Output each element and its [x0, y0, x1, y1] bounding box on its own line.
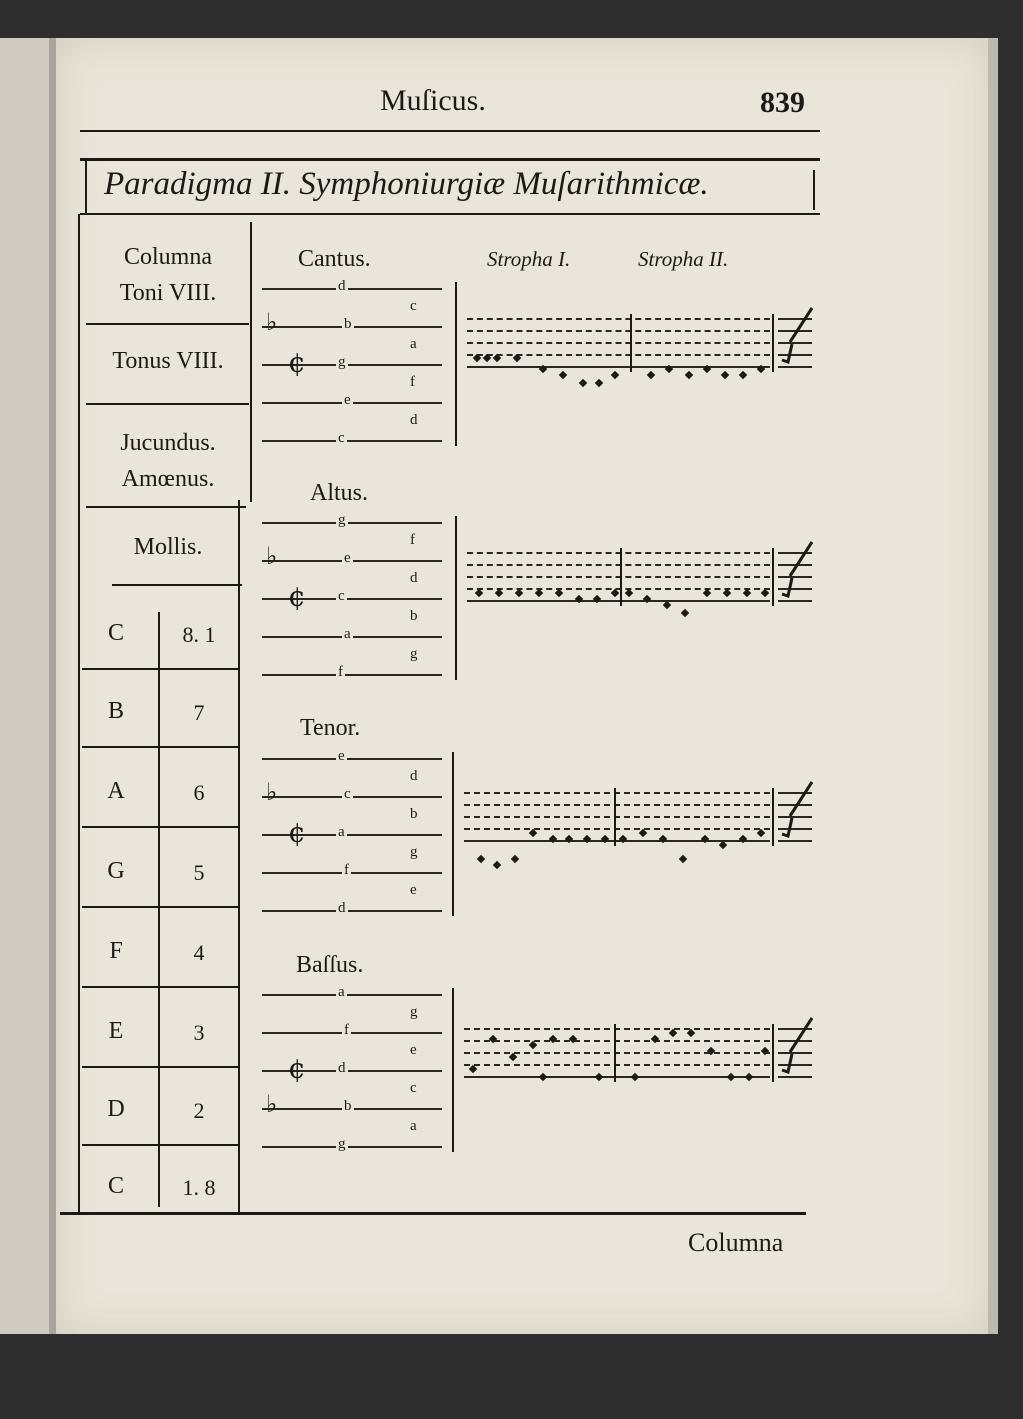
voice-staff-line — [262, 288, 442, 290]
catchword: Columna — [688, 1228, 784, 1257]
final-staff-line — [778, 366, 812, 368]
final-cadence-icon — [780, 778, 814, 838]
stropha-staff-line — [467, 564, 770, 566]
stropha-staff-line — [467, 318, 770, 320]
staff-pitch-letter: d — [338, 278, 346, 294]
staff-pitch-letter: b — [344, 1098, 352, 1114]
final-staff-line — [778, 600, 812, 602]
voice-name-tenor: Tenor. — [300, 715, 361, 741]
final-barline — [772, 788, 774, 846]
title-bottom-rule — [80, 213, 820, 215]
final-staff-line — [778, 840, 812, 842]
staff-pitch-letter: a — [344, 626, 351, 642]
staff-space-letter: d — [410, 570, 418, 586]
voice-staff-line — [262, 758, 442, 760]
table-top-rule — [80, 158, 820, 161]
final-cadence-icon — [780, 1014, 814, 1074]
stropha-staff-line — [464, 828, 770, 830]
voice-staff-line — [262, 872, 442, 874]
staff-bracket — [452, 988, 454, 1152]
voice-name-bassus: Baſſus. — [296, 952, 364, 978]
final-cadence-icon — [780, 304, 814, 364]
flat-sign-icon: ♭ — [266, 308, 278, 336]
staff-space-letter: a — [410, 1118, 417, 1134]
staff-space-letter: a — [410, 336, 417, 352]
scale-note-letter: G — [107, 858, 125, 884]
staff-pitch-letter: d — [338, 900, 346, 916]
scale-degree-number: 5 — [193, 860, 205, 885]
staff-space-letter: g — [410, 844, 418, 860]
stropha-staff-line — [467, 552, 770, 554]
book-page — [56, 38, 990, 1334]
voices-column-divider — [238, 500, 240, 1212]
staff-bracket — [452, 752, 454, 916]
column-heading-line2: Toni VIII. — [119, 280, 217, 306]
table-title: Paradigma II. Symphoniurgiæ Muſarithmicæ. — [104, 166, 709, 202]
staff-bracket — [455, 282, 457, 446]
tonus-label: Tonus VIII. — [112, 348, 224, 374]
flat-sign-icon: ♭ — [266, 1090, 278, 1118]
scale-note-letter: E — [108, 1018, 124, 1044]
staff-pitch-letter: f — [338, 664, 343, 680]
stropha-staff-line — [464, 1028, 770, 1030]
voice-name-cantus: Cantus. — [298, 246, 371, 272]
staff-pitch-letter: a — [338, 984, 345, 1000]
voice-name-altus: Altus. — [310, 480, 369, 506]
left-divider-3 — [86, 506, 246, 508]
scale-row-divider — [82, 906, 238, 908]
flat-sign-icon: ♭ — [266, 542, 278, 570]
stropha-staff-line — [464, 1064, 770, 1066]
stropha-divider-barline — [614, 1024, 616, 1082]
stropha-staff-line — [464, 1040, 770, 1042]
scale-note-letter: A — [107, 778, 125, 804]
stropha-staff-line — [464, 1052, 770, 1054]
stropha-2-label: Stropha II. — [638, 247, 729, 271]
voice-staff-line — [262, 1032, 442, 1034]
staff-space-letter: c — [410, 298, 417, 314]
staff-pitch-letter: c — [338, 430, 345, 446]
scale-degree-number: 1. 8 — [182, 1175, 216, 1200]
stropha-staff-line — [464, 816, 770, 818]
staff-pitch-letter: a — [338, 824, 345, 840]
voice-staff-line — [262, 674, 442, 676]
left-column-divider — [250, 222, 252, 502]
final-barline — [772, 314, 774, 372]
final-barline — [772, 1024, 774, 1082]
scale-note-letter: C — [107, 620, 124, 646]
staff-space-letter: d — [410, 412, 418, 428]
column-heading-line1: Columna — [124, 244, 212, 270]
stropha-staff-line — [467, 342, 770, 344]
voice-staff-line — [262, 440, 442, 442]
stropha-staff-line — [467, 600, 770, 602]
table-bottom-rule — [60, 1212, 806, 1215]
left-column-outer-border — [78, 214, 80, 1212]
staff-pitch-letter: e — [344, 392, 351, 408]
stropha-staff-line — [464, 792, 770, 794]
running-title: Muſicus. — [380, 84, 486, 117]
staff-space-letter: e — [410, 882, 417, 898]
staff-space-letter: b — [410, 608, 418, 624]
mensuration-sign-icon: ¢ — [288, 816, 306, 849]
scale-degree-number: 2 — [193, 1098, 205, 1123]
staff-pitch-letter: g — [338, 512, 346, 528]
scale-row-divider — [82, 746, 238, 748]
left-divider-2 — [86, 403, 249, 405]
stropha-staff-line — [464, 804, 770, 806]
voice-staff-line — [262, 1146, 442, 1148]
voice-staff-line — [262, 910, 442, 912]
scale-degree-number: 8. 1 — [182, 622, 216, 647]
stropha-divider-barline — [614, 788, 616, 846]
staff-space-letter: g — [410, 1004, 418, 1020]
staff-space-letter: g — [410, 646, 418, 662]
scale-degree-number: 4 — [193, 940, 205, 965]
scale-degree-number: 6 — [193, 780, 205, 805]
scale-row-divider — [82, 668, 238, 670]
scale-note-letter: C — [107, 1173, 124, 1199]
stropha-divider-barline — [630, 314, 632, 372]
final-staff-line — [778, 1076, 812, 1078]
staff-space-letter: f — [410, 374, 415, 390]
mensuration-sign-icon: ¢ — [288, 580, 306, 613]
staff-pitch-letter: e — [344, 550, 351, 566]
scale-row-divider — [82, 1066, 238, 1068]
scale-note-letter: F — [109, 938, 123, 964]
scale-degree-number: 7 — [193, 700, 205, 725]
staff-pitch-letter: e — [338, 748, 345, 764]
final-cadence-icon — [780, 538, 814, 598]
character-line1: Jucundus. — [120, 430, 216, 456]
staff-pitch-letter: d — [338, 1060, 346, 1076]
title-right-border — [813, 170, 815, 210]
staff-bracket — [455, 516, 457, 680]
scale-row-divider — [82, 986, 238, 988]
staff-pitch-letter: g — [338, 1136, 346, 1152]
scale-row-divider — [82, 1144, 238, 1146]
note-number-divider — [158, 612, 160, 1207]
table-left-border — [85, 160, 87, 214]
scale-note-letter: D — [107, 1096, 125, 1122]
mensuration-sign-icon: ¢ — [288, 1052, 306, 1085]
voice-staff-line — [262, 994, 442, 996]
staff-space-letter: b — [410, 806, 418, 822]
staff-pitch-letter: c — [344, 786, 351, 802]
header-rule — [80, 130, 820, 132]
stropha-staff-line — [467, 354, 770, 356]
scale-note-letter: B — [107, 698, 124, 724]
mensuration-sign-icon: ¢ — [288, 346, 306, 379]
page-edge — [988, 38, 998, 1334]
staff-space-letter: d — [410, 768, 418, 784]
voice-staff-line — [262, 522, 442, 524]
staff-space-letter: f — [410, 532, 415, 548]
page-number: 839 — [760, 86, 805, 119]
staff-pitch-letter: f — [344, 862, 349, 878]
final-barline — [772, 548, 774, 606]
stropha-staff-line — [467, 576, 770, 578]
facing-page-edge — [0, 38, 55, 1334]
stropha-1-label: Stropha I. — [487, 247, 571, 271]
quality-label: Mollis. — [133, 534, 203, 560]
character-line2: Amœnus. — [121, 466, 215, 492]
scale-row-divider — [82, 826, 238, 828]
staff-space-letter: c — [410, 1080, 417, 1096]
stropha-staff-line — [467, 366, 770, 368]
stropha-staff-line — [467, 330, 770, 332]
staff-pitch-letter: f — [344, 1022, 349, 1038]
scale-degree-number: 3 — [193, 1020, 205, 1045]
staff-pitch-letter: c — [338, 588, 345, 604]
left-divider-4 — [112, 584, 242, 586]
left-divider-1 — [86, 323, 249, 325]
staff-pitch-letter: b — [344, 316, 352, 332]
staff-space-letter: e — [410, 1042, 417, 1058]
stropha-staff-line — [464, 1076, 770, 1078]
flat-sign-icon: ♭ — [266, 778, 278, 806]
stropha-divider-barline — [620, 548, 622, 606]
staff-pitch-letter: g — [338, 354, 346, 370]
